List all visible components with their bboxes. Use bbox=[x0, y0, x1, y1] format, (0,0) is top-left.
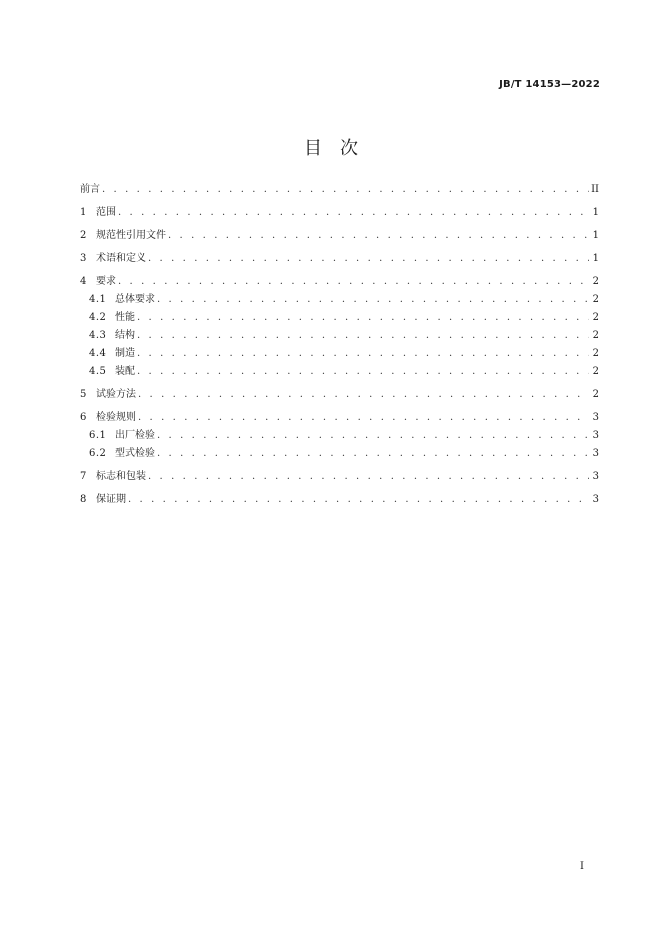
toc-entry[interactable] bbox=[80, 471, 599, 482]
toc-entry-number: 4.1 bbox=[89, 294, 107, 305]
toc-entry[interactable] bbox=[80, 294, 599, 305]
toc-entry-label: 保证期 bbox=[96, 494, 126, 505]
toc-entry-label: 总体要求 bbox=[115, 294, 155, 305]
toc-entry[interactable] bbox=[80, 412, 599, 423]
toc-entry-label: 出厂检验 bbox=[115, 430, 155, 441]
toc-leader-dots bbox=[118, 207, 589, 218]
toc-leader-dots bbox=[157, 294, 589, 305]
toc-leader-dots bbox=[128, 494, 589, 505]
toc-entry-page: 1 bbox=[592, 207, 599, 218]
toc-leader-dots bbox=[137, 366, 589, 377]
toc-entry-page: 2 bbox=[592, 330, 599, 341]
toc-entry-number: 2 bbox=[80, 230, 87, 241]
toc-entry-page: 1 bbox=[592, 253, 599, 264]
toc-entry-number: 3 bbox=[80, 253, 87, 264]
toc-entry[interactable] bbox=[80, 253, 599, 264]
toc-leader-dots bbox=[118, 276, 589, 287]
toc-entry-page: 1 bbox=[592, 230, 599, 241]
toc-entry-page: 2 bbox=[592, 312, 599, 323]
toc-entry-label: 范围 bbox=[96, 207, 116, 218]
toc-entry[interactable] bbox=[80, 230, 599, 241]
toc-leader-dots bbox=[148, 253, 589, 264]
page-number: I bbox=[580, 861, 584, 872]
toc-entry-number: 6.1 bbox=[89, 430, 107, 441]
toc-leader-dots bbox=[137, 348, 589, 359]
toc-entry-number: 4.2 bbox=[89, 312, 107, 323]
toc-entry[interactable] bbox=[80, 389, 599, 400]
toc-entry-label: 要求 bbox=[96, 276, 116, 287]
toc-entry-label: 试验方法 bbox=[96, 389, 136, 400]
toc-entry-page: 3 bbox=[592, 430, 599, 441]
toc-leader-dots bbox=[148, 471, 589, 482]
toc-entry[interactable] bbox=[80, 348, 599, 359]
toc-leader-dots bbox=[168, 230, 589, 241]
table-of-contents bbox=[80, 184, 599, 505]
toc-entry-label: 前言 bbox=[80, 184, 100, 195]
toc-entry-page: 3 bbox=[592, 494, 599, 505]
toc-entry-number: 4.3 bbox=[89, 330, 107, 341]
toc-entry-label: 型式检验 bbox=[115, 448, 155, 459]
page-title: 目 次 bbox=[304, 138, 358, 159]
toc-entry-page: 2 bbox=[592, 294, 599, 305]
toc-entry[interactable] bbox=[80, 448, 599, 459]
toc-leader-dots bbox=[138, 412, 589, 423]
toc-entry[interactable] bbox=[80, 312, 599, 323]
toc-entry-page: 2 bbox=[592, 348, 599, 359]
toc-entry-page: II bbox=[591, 184, 599, 195]
toc-entry[interactable] bbox=[80, 430, 599, 441]
toc-entry-page: 2 bbox=[592, 366, 599, 377]
toc-entry[interactable] bbox=[80, 184, 599, 195]
toc-entry-page: 3 bbox=[592, 471, 599, 482]
toc-entry-label: 术语和定义 bbox=[96, 253, 146, 264]
toc-entry[interactable] bbox=[80, 366, 599, 377]
toc-leader-dots bbox=[157, 430, 589, 441]
toc-entry[interactable] bbox=[80, 276, 599, 287]
standard-number: JB/T 14153—2022 bbox=[499, 79, 600, 90]
toc-leader-dots bbox=[137, 330, 589, 341]
toc-entry-number: 4 bbox=[80, 276, 87, 287]
toc-entry-number: 6 bbox=[80, 412, 87, 423]
toc-entry-number: 1 bbox=[80, 207, 87, 218]
toc-leader-dots bbox=[138, 389, 589, 400]
toc-entry-number: 8 bbox=[80, 494, 87, 505]
toc-entry-label: 结构 bbox=[115, 330, 135, 341]
toc-entry[interactable] bbox=[80, 207, 599, 218]
toc-entry-number: 5 bbox=[80, 389, 87, 400]
toc-entry-number: 6.2 bbox=[89, 448, 107, 459]
toc-leader-dots bbox=[137, 312, 589, 323]
toc-leader-dots bbox=[157, 448, 589, 459]
toc-leader-dots bbox=[102, 184, 589, 195]
toc-entry[interactable] bbox=[80, 330, 599, 341]
toc-entry-label: 性能 bbox=[115, 312, 135, 323]
toc-entry-page: 3 bbox=[592, 412, 599, 423]
toc-entry-label: 装配 bbox=[115, 366, 135, 377]
toc-entry-label: 标志和包装 bbox=[96, 471, 146, 482]
toc-entry-number: 7 bbox=[80, 471, 87, 482]
toc-entry-page: 3 bbox=[592, 448, 599, 459]
toc-entry[interactable] bbox=[80, 494, 599, 505]
toc-entry-label: 规范性引用文件 bbox=[96, 230, 166, 241]
toc-entry-page: 2 bbox=[592, 276, 599, 287]
toc-entry-number: 4.5 bbox=[89, 366, 107, 377]
toc-entry-page: 2 bbox=[592, 389, 599, 400]
toc-entry-label: 检验规则 bbox=[96, 412, 136, 423]
toc-entry-number: 4.4 bbox=[89, 348, 107, 359]
toc-entry-label: 制造 bbox=[115, 348, 135, 359]
